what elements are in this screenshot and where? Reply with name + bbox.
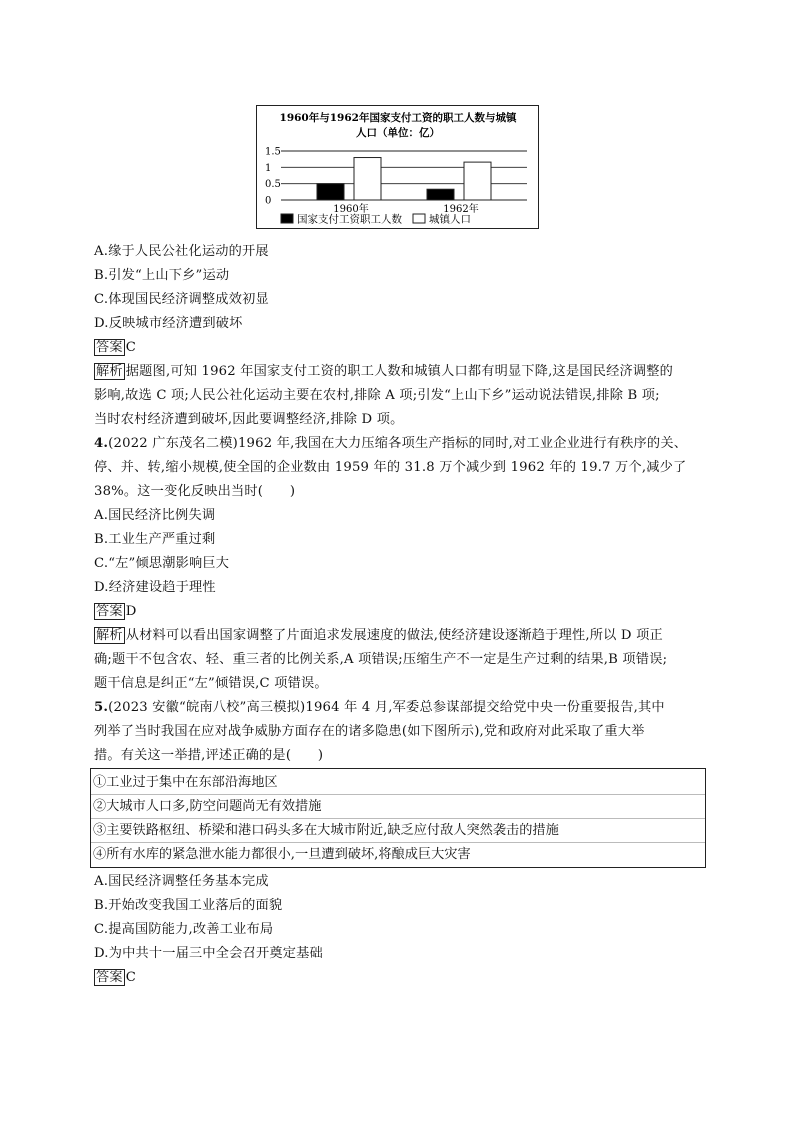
q3-option-d: D.反映城市经济遭到破坏 <box>94 316 243 331</box>
bar-chart <box>256 105 539 229</box>
chart-bars <box>317 158 491 200</box>
chart-title-line2: 人口（单位：亿） <box>356 127 440 139</box>
divider <box>91 842 705 843</box>
q5-material-item-2: ②大城市人口多,防空问题尚无有效措施 <box>93 799 322 814</box>
divider <box>91 794 705 795</box>
q3-option-c: C.体现国民经济调整成效初显 <box>94 292 269 307</box>
q3-option-b: B.引发“上山下乡”运动 <box>94 268 230 283</box>
q5-number: 5. <box>94 700 109 715</box>
analysis-tag: 解析 <box>96 364 123 379</box>
bar-workers-2 <box>427 189 454 200</box>
q4-stem-line3: 38%。这一变化反映出当时( ) <box>94 484 296 499</box>
chart-y-ticks <box>265 147 281 207</box>
bar-urban-population-1 <box>354 158 381 200</box>
q5-material-item-3: ③主要铁路枢纽、桥梁和港口码头多在大城市附近,缺乏应付敌人突然袭击的措施 <box>93 823 559 838</box>
q5-option-c: C.提高国防能力,改善工业布局 <box>94 922 274 937</box>
q5-stem-text1: (2023 安徽“皖南八校”高三模拟)1964 年 4 月,军委总参谋部提交给党中央一份重要报告,其中 <box>108 700 665 715</box>
chart-legend <box>281 213 471 226</box>
q4-analysis-text1: 从材料可以看出国家调整了片面追求发展速度的做法,使经济建设逐渐趋于理性,所以 D 项正 <box>125 628 663 643</box>
q4-analysis-line1 <box>94 626 663 646</box>
analysis-tag: 解析 <box>96 628 123 643</box>
q4-analysis-line3: 题干信息是纠正“左”倾错误,C 项错误。 <box>94 676 328 691</box>
q3-answer-value: C <box>125 340 137 355</box>
q4-stem-line1 <box>94 434 687 454</box>
legend-label: 国家支付工资职工人数 <box>297 213 402 226</box>
q4-answer-value: D <box>125 604 137 619</box>
q4-option-d: D.经济建设趋于理性 <box>94 580 216 595</box>
q5-answer <box>94 968 136 988</box>
y-tick-label: 1.5 <box>265 146 281 158</box>
q5-option-a: A.国民经济调整任务基本完成 <box>94 874 269 889</box>
legend-swatch <box>413 214 425 223</box>
q5-option-b: B.开始改变我国工业落后的面貌 <box>94 898 283 913</box>
q5-material-box <box>90 768 706 868</box>
q3-analysis-line2: 影响,故选 C 项;人民公社化运动主要在农村,排除 A 项;引发“上山下乡”运动说法错误,排除 B 项; <box>94 388 660 403</box>
q3-answer <box>94 338 136 358</box>
divider <box>91 818 705 819</box>
q5-material-item-4: ④所有水库的紧急泄水能力都很小,一旦遭到破坏,将酿成巨大灾害 <box>93 847 471 862</box>
chart-svg <box>257 106 540 230</box>
y-tick-label: 0 <box>265 195 272 207</box>
q4-option-c: C.“左”倾思潮影响巨大 <box>94 556 230 571</box>
bar-workers-1 <box>317 184 344 200</box>
q3-option-a: A.缘于人民公社化运动的开展 <box>94 244 269 259</box>
q4-analysis-line2: 确;题干不包含农、轻、重三者的比例关系,A 项错误;压缩生产不一定是生产过剩的结果,B 项错误; <box>94 652 668 667</box>
legend-label: 城镇人口 <box>429 213 471 226</box>
q4-number: 4. <box>94 436 109 451</box>
y-tick-label: 0.5 <box>265 179 281 191</box>
q3-analysis-text1: 据题图,可知 1962 年国家支付工资的职工人数和城镇人口都有明显下降,这是国民经济调整的 <box>125 364 674 379</box>
q4-option-b: B.工业生产严重过剩 <box>94 532 216 547</box>
q4-option-a: A.国民经济比例失调 <box>94 508 216 523</box>
q4-stem-text1: (2022 广东茂名二模)1962 年,我国在大力压缩各项生产指标的同时,对工业企业进行有秩序的关、 <box>108 436 688 451</box>
q5-stem-line2: 列举了当时我国在应对战争威胁方面存在的诸多隐患(如下图所示),党和政府对此采取了重大举 <box>94 724 645 739</box>
q5-answer-value: C <box>125 970 137 985</box>
q3-analysis-line1 <box>94 362 673 382</box>
answer-tag: 答案 <box>96 604 123 619</box>
bar-urban-population-2 <box>464 162 491 200</box>
q4-answer <box>94 602 137 622</box>
q5-stem-line3: 措。有关这一举措,评述正确的是( ) <box>94 748 324 763</box>
y-tick-label: 1 <box>265 162 272 174</box>
q4-stem-line2: 停、并、转,缩小规模,使全国的企业数由 1959 年的 31.8 万个减少到 1962 年的 19.7 万个,减少了 <box>94 460 687 475</box>
q3-analysis-line3: 当时农村经济遭到破坏,因此要调整经济,排除 D 项。 <box>94 412 404 427</box>
legend-swatch <box>281 214 293 223</box>
x-tick-label: 1960年 <box>333 204 369 215</box>
q5-stem-line1 <box>94 698 665 718</box>
answer-tag: 答案 <box>96 970 123 985</box>
chart-title-line1: 1960年与1962年国家支付工资的职工人数与城镇 <box>279 112 517 124</box>
x-tick-label: 1962年 <box>443 204 479 215</box>
answer-tag: 答案 <box>96 340 123 355</box>
q5-option-d: D.为中共十一届三中全会召开奠定基础 <box>94 946 323 961</box>
q5-material-item-1: ①工业过于集中在东部沿海地区 <box>93 775 278 790</box>
